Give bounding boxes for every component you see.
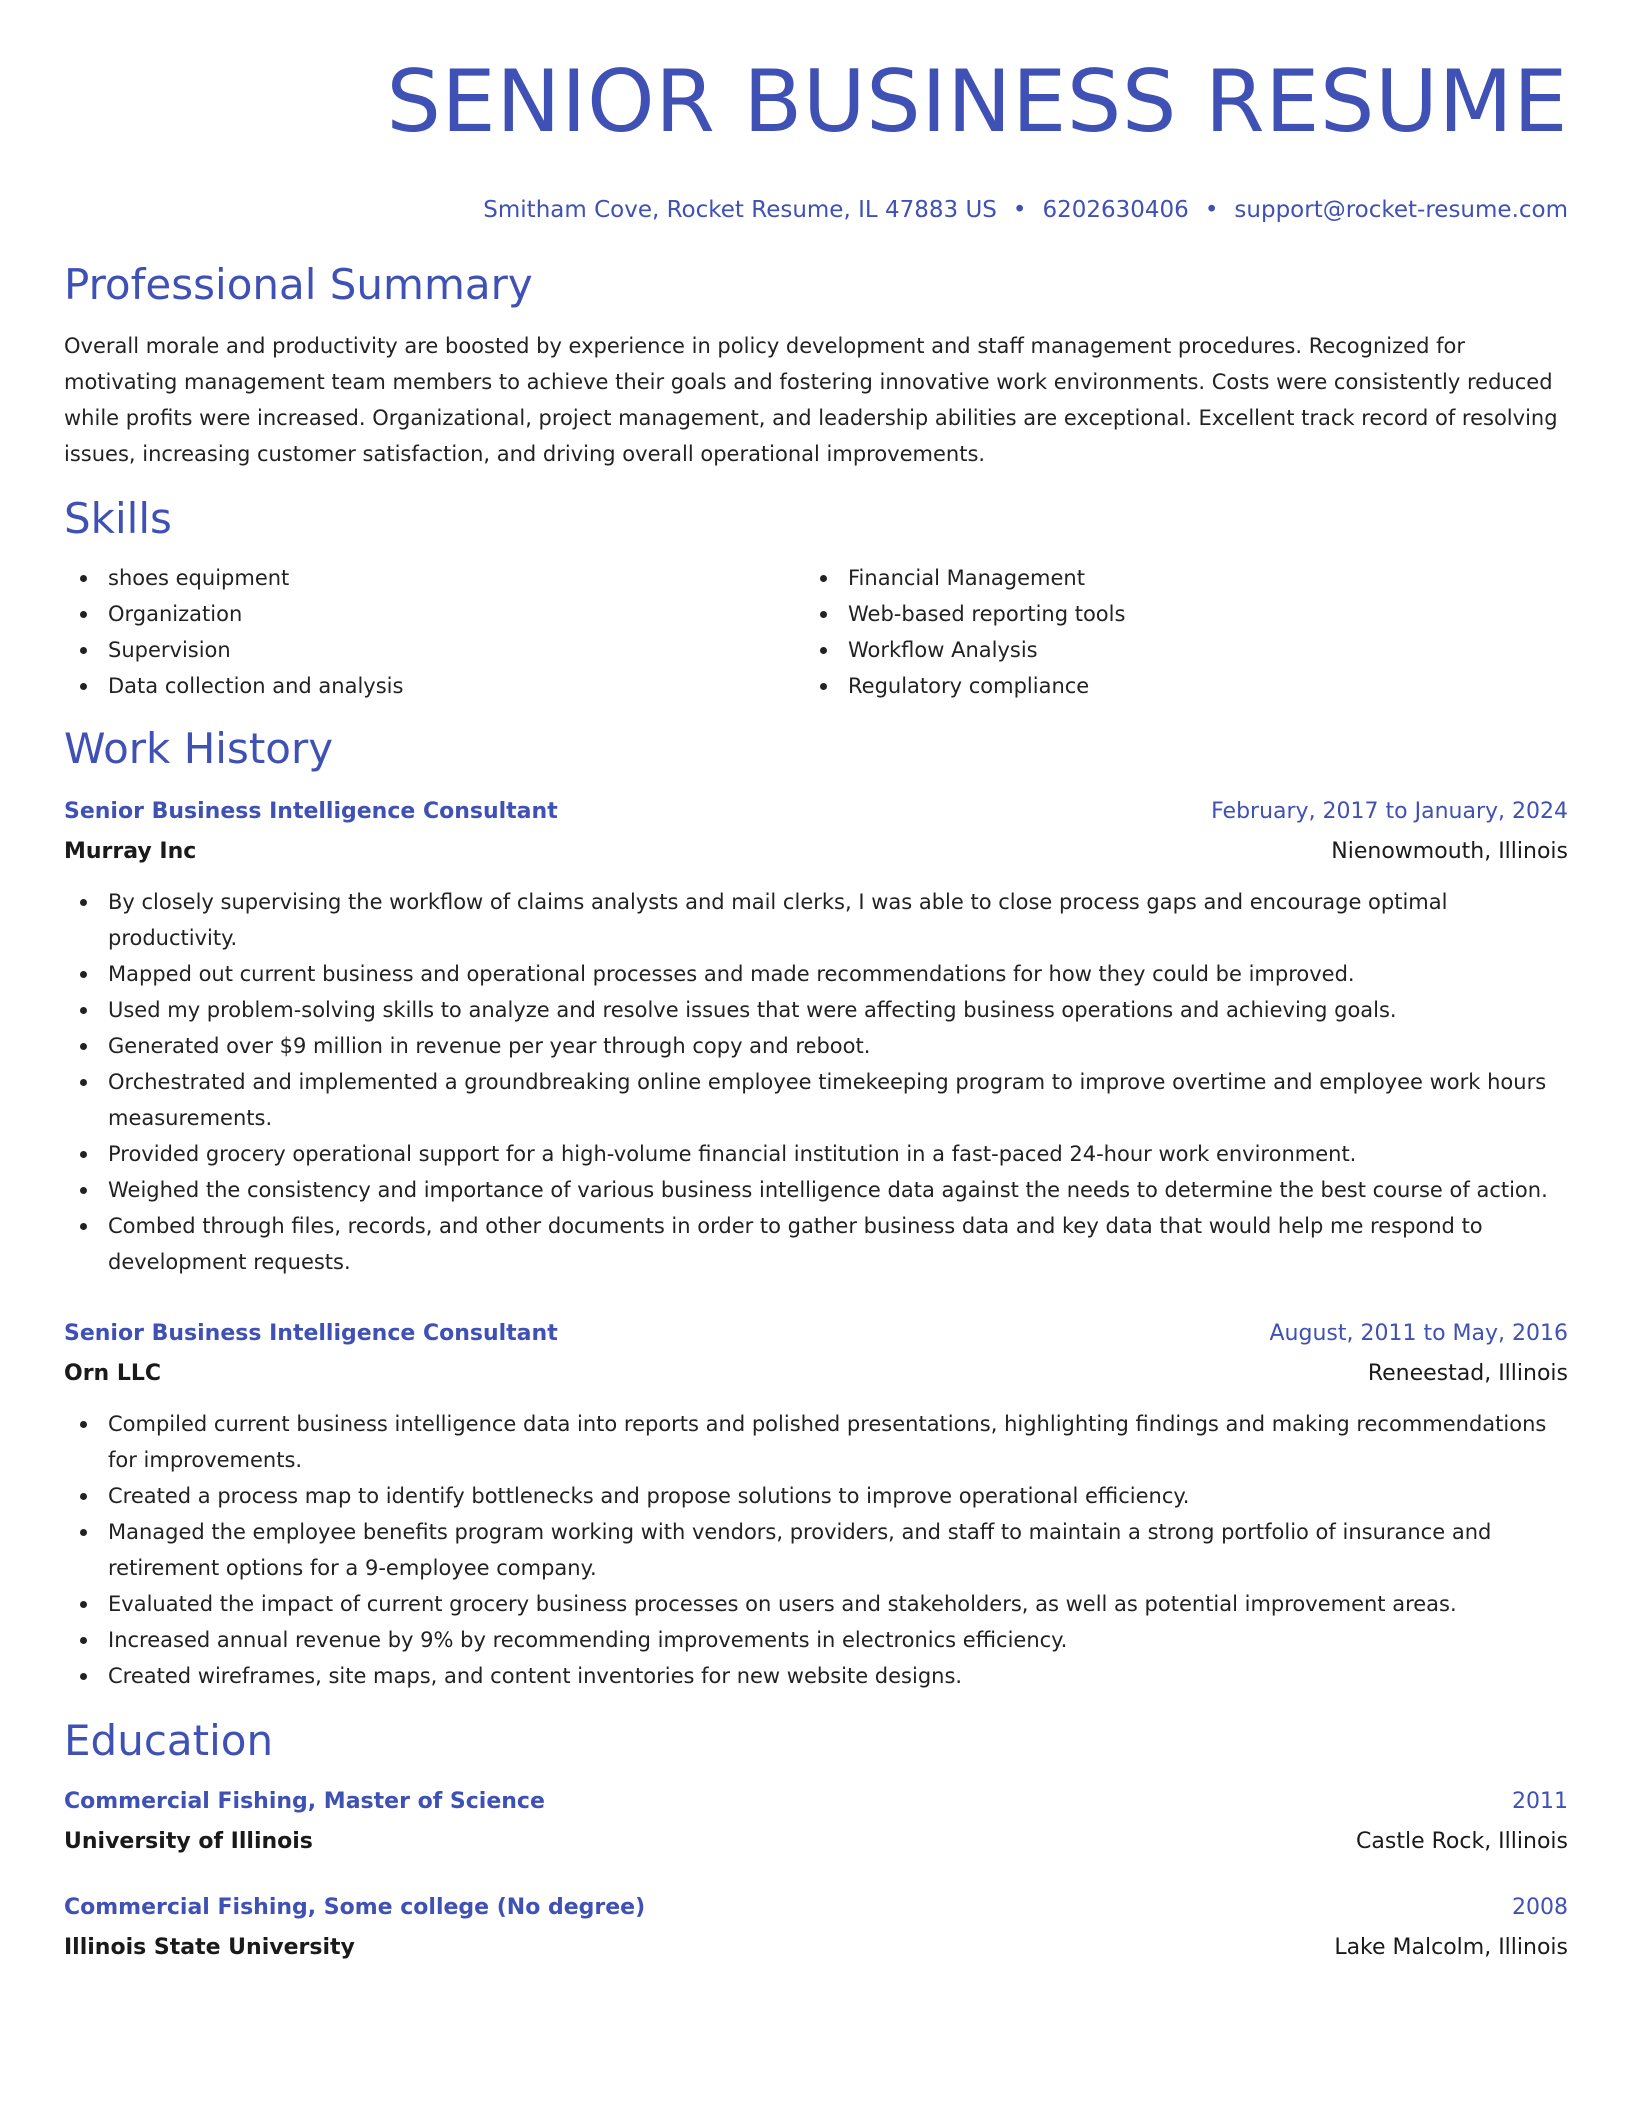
contact-address: Smitham Cove, Rocket Resume, IL 47883 US xyxy=(483,197,997,223)
job-bullet: Managed the employee benefits program working with vendors, providers, and staff to maintain a strong portfolio of insurance and retirement options for a 9-employee company. xyxy=(64,1514,1568,1586)
skill-item: Web-based reporting tools xyxy=(804,596,1544,632)
job-dates: August, 2011 to May, 2016 xyxy=(1269,1321,1568,1346)
education-entry xyxy=(64,1784,1568,1860)
work-history-heading: Work History xyxy=(64,724,334,773)
job-bullet: Weighed the consistency and importance of various business intelligence data against the needs to determine the best course of action. xyxy=(64,1172,1568,1208)
job-title: Senior Business Intelligence Consultant xyxy=(64,1321,558,1346)
job-bullet: Used my problem-solving skills to analyze and resolve issues that were affecting business operations and achieving goals. xyxy=(64,992,1568,1028)
job-company: Murray Inc xyxy=(64,839,197,864)
education-year: 2011 xyxy=(1512,1789,1568,1814)
skills-column-right xyxy=(804,560,1544,704)
contact-separator: • xyxy=(1012,197,1027,223)
job-company: Orn LLC xyxy=(64,1361,162,1386)
contact-email: support@rocket-resume.com xyxy=(1234,197,1568,223)
education-heading: Education xyxy=(64,1716,274,1765)
job-dates: February, 2017 to January, 2024 xyxy=(1211,799,1568,824)
education-entry xyxy=(64,1890,1568,1966)
skill-item: Financial Management xyxy=(804,560,1544,596)
job-bullet: Evaluated the impact of current grocery business processes on users and stakeholders, as well as potential improvement areas. xyxy=(64,1586,1568,1622)
job-bullet: Mapped out current business and operational processes and made recommendations for how they could be improved. xyxy=(64,956,1568,992)
skills-grid xyxy=(64,560,1568,704)
summary-text: Overall morale and productivity are boosted by experience in policy development and staff management procedures. Recognized for motivating management team members to achieve their goals and fostering innovative work environments. Costs were consistently reduced while profits were increased. Organizational, project management, and leadership abilities are exceptional. Excellent track record of resolving issues, increasing customer satisfaction, and driving overall operational improvements. xyxy=(64,334,1558,466)
education-degree: Commercial Fishing, Master of Science xyxy=(64,1789,545,1814)
skill-item: Supervision xyxy=(64,632,804,668)
education-year: 2008 xyxy=(1512,1895,1568,1920)
education-location: Castle Rock, Illinois xyxy=(1356,1829,1568,1854)
job-entry xyxy=(64,1316,1568,1694)
contact-line xyxy=(64,194,1568,226)
job-bullet: Created wireframes, site maps, and content inventories for new website designs. xyxy=(64,1658,1568,1694)
job-bullet: Generated over $9 million in revenue per year through copy and reboot. xyxy=(64,1028,1568,1064)
skill-item: Organization xyxy=(64,596,804,632)
resume-title: SENIOR BUSINESS RESUME xyxy=(386,52,1568,152)
contact-phone: 6202630406 xyxy=(1042,197,1189,223)
job-bullet-list xyxy=(64,1406,1568,1694)
education-school: Illinois State University xyxy=(64,1935,355,1960)
job-title: Senior Business Intelligence Consultant xyxy=(64,799,558,824)
education-degree: Commercial Fishing, Some college (No degree) xyxy=(64,1895,646,1920)
summary-heading: Professional Summary xyxy=(64,260,533,309)
job-bullet: Orchestrated and implemented a groundbreaking online employee timekeeping program to improve overtime and employee work hours measurements. xyxy=(64,1064,1568,1136)
job-entry xyxy=(64,794,1568,1280)
skill-item: Regulatory compliance xyxy=(804,668,1544,704)
contact-separator: • xyxy=(1204,197,1219,223)
job-bullet: Created a process map to identify bottlenecks and propose solutions to improve operational efficiency. xyxy=(64,1478,1568,1514)
job-bullet-list xyxy=(64,884,1568,1280)
job-bullet: Provided grocery operational support for a high-volume financial institution in a fast-paced 24-hour work environment. xyxy=(64,1136,1568,1172)
job-bullet: Compiled current business intelligence data into reports and polished presentations, highlighting findings and making recommendations for improvements. xyxy=(64,1406,1568,1478)
job-bullet: By closely supervising the workflow of claims analysts and mail clerks, I was able to close process gaps and encourage optimal productivity. xyxy=(64,884,1568,956)
skill-item: Data collection and analysis xyxy=(64,668,804,704)
education-school: University of Illinois xyxy=(64,1829,313,1854)
skill-item: Workflow Analysis xyxy=(804,632,1544,668)
skills-heading: Skills xyxy=(64,494,172,543)
job-location: Reneestad, Illinois xyxy=(1367,1361,1568,1386)
education-location: Lake Malcolm, Illinois xyxy=(1334,1935,1568,1960)
skills-column-left xyxy=(64,560,804,704)
job-location: Nienowmouth, Illinois xyxy=(1331,839,1568,864)
job-bullet: Combed through files, records, and other documents in order to gather business data and key data that would help me respond to development requests. xyxy=(64,1208,1568,1280)
job-bullet: Increased annual revenue by 9% by recommending improvements in electronics efficiency. xyxy=(64,1622,1568,1658)
skill-item: shoes equipment xyxy=(64,560,804,596)
